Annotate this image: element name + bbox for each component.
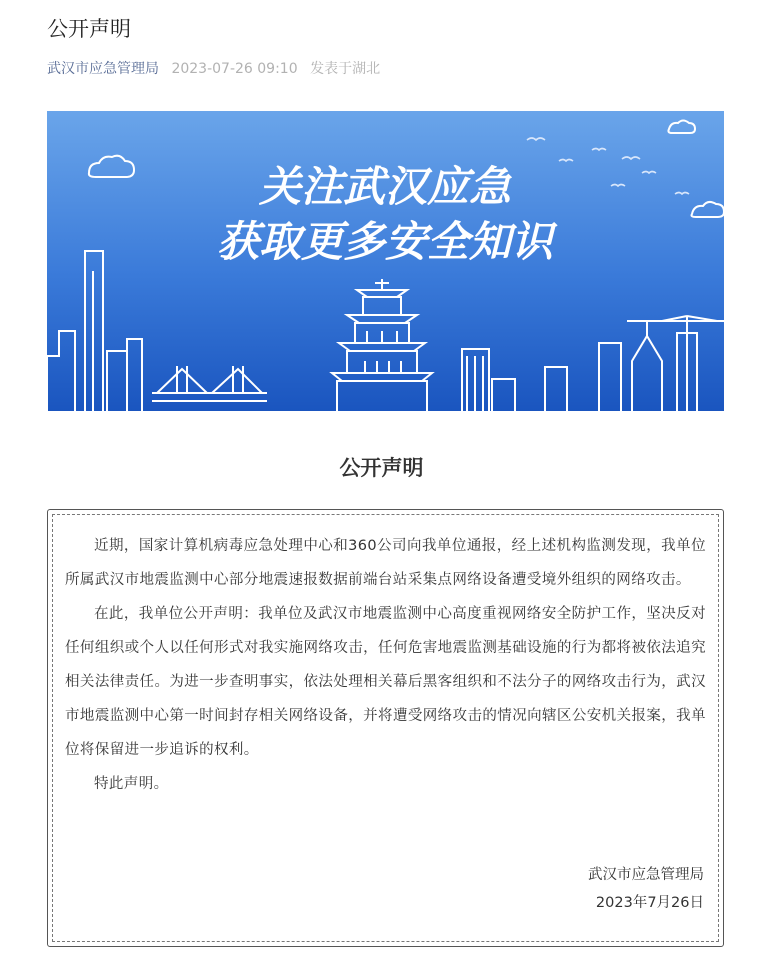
publish-date: 2023-07-26 09:10 <box>171 61 298 77</box>
notice-inner-border <box>52 514 719 942</box>
signature-date: 2023年7月26日 <box>595 895 704 911</box>
article-title: 公开声明 <box>47 17 131 41</box>
banner-image <box>47 111 724 411</box>
notice-paragraph-1: 近期，国家计算机病毒应急处理中心和360公司向我单位通报，经上述机构监测发现，我单位所属武汉市地震监测中心部分地震速报数据前端台站采集点网络设备遭受境外组织的网络攻击。 <box>65 538 706 588</box>
publish-location: 发表于湖北 <box>310 61 381 77</box>
notice-paragraph-2: 在此，我单位公开声明：我单位及武汉市地震监测中心高度重视网络安全防护工作，坚决反对任何组织或个人以任何形式对我实施网络攻击，任何危害地震监测基础设施的行为都将被依法追究相关法律责任。为进一步查明事实，依法处理相关幕后黑客组织和不法分子的网络攻击行为，武汉市地震监测中心第一时间封存相关网络设备，并将遭受网络攻击的情况向辖区公安机关报案，我单位将保留进一步追诉的权利。 <box>65 606 706 758</box>
banner-line2: 获取更多安全知识 <box>216 217 554 266</box>
banner-illustration <box>47 111 724 411</box>
signature-block <box>588 861 704 917</box>
notice-paragraph-3: 特此声明。 <box>94 776 169 792</box>
article-meta <box>47 58 380 80</box>
signature-org: 武汉市应急管理局 <box>588 867 704 883</box>
author-link[interactable]: 武汉市应急管理局 <box>47 61 159 77</box>
notice-box <box>47 509 724 947</box>
notice-heading: 公开声明 <box>339 456 424 480</box>
banner-line1: 关注武汉应急 <box>258 162 512 211</box>
